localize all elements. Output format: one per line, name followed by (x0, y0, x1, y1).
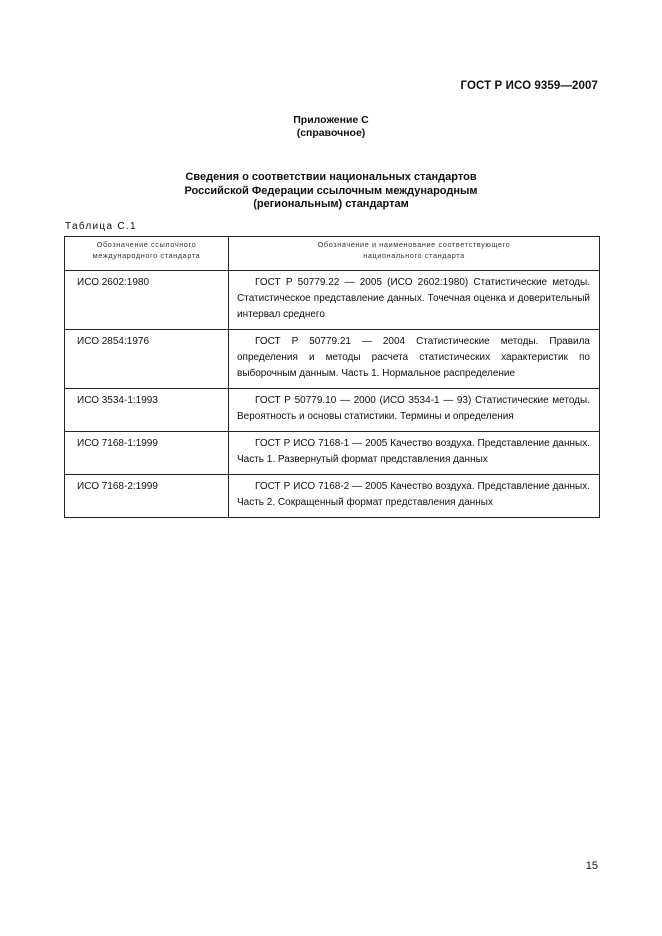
section-title-line: Сведения о соответствии национальных стандартов (185, 171, 477, 183)
header-line: Обозначение и наименование соответствующего (317, 240, 511, 249)
section-title-line: Российской Федерации ссылочным международным (184, 184, 478, 197)
international-code-cell: ИСО 2602:1980 (65, 271, 229, 330)
table-header-row (65, 237, 600, 271)
table-row (65, 330, 600, 389)
header-line: национального стандарта (363, 250, 465, 260)
document-standard-id: ГОСТ Р ИСО 9359—2007 (460, 80, 598, 92)
header-line: международного стандарта (92, 250, 201, 260)
header-national-standard (229, 237, 600, 271)
national-standard-cell: ГОСТ Р 50779.10 — 2000 (ИСО 3534-1 — 93) Статистические методы. Вероятность и основы статистики. Термины и определения (229, 389, 600, 432)
national-standard-cell: ГОСТ Р 50779.21 — 2004 Статистические методы. Правила определения и методы расчета статистических характеристик по выборочным данным. Часть 1. Нормальное распределение (229, 330, 600, 389)
correspondence-table-wrapper (64, 236, 599, 518)
correspondence-table (64, 236, 600, 518)
table-row (65, 432, 600, 475)
page-number: 15 (585, 860, 598, 872)
appendix-heading (0, 114, 662, 140)
table-row (65, 475, 600, 518)
national-standard-cell: ГОСТ Р ИСО 7168-2 — 2005 Качество воздуха. Представление данных. Часть 2. Сокращенный формат представления данных (229, 475, 600, 518)
section-title-line: (региональным) стандартам (253, 198, 409, 210)
appendix-note: (справочное) (296, 127, 366, 139)
international-code-cell: ИСО 3534-1:1993 (65, 389, 229, 432)
national-standard-cell: ГОСТ Р ИСО 7168-1 — 2005 Качество воздуха. Представление данных. Часть 1. Развернутый формат представления данных (229, 432, 600, 475)
national-standard-cell: ГОСТ Р 50779.22 — 2005 (ИСО 2602:1980) Статистические методы. Статистическое представление данных. Точечная оценка и доверительный интервал среднего (229, 271, 600, 330)
table-row (65, 389, 600, 432)
section-title (0, 171, 662, 212)
table-caption: Таблица С.1 (65, 221, 137, 232)
table-row (65, 271, 600, 330)
international-code-cell: ИСО 7168-1:1999 (65, 432, 229, 475)
appendix-title: Приложение С (293, 114, 369, 126)
international-code-cell: ИСО 7168-2:1999 (65, 475, 229, 518)
header-international-standard (65, 237, 229, 271)
header-line: Обозначение ссылочного (96, 240, 197, 249)
international-code-cell: ИСО 2854:1976 (65, 330, 229, 389)
